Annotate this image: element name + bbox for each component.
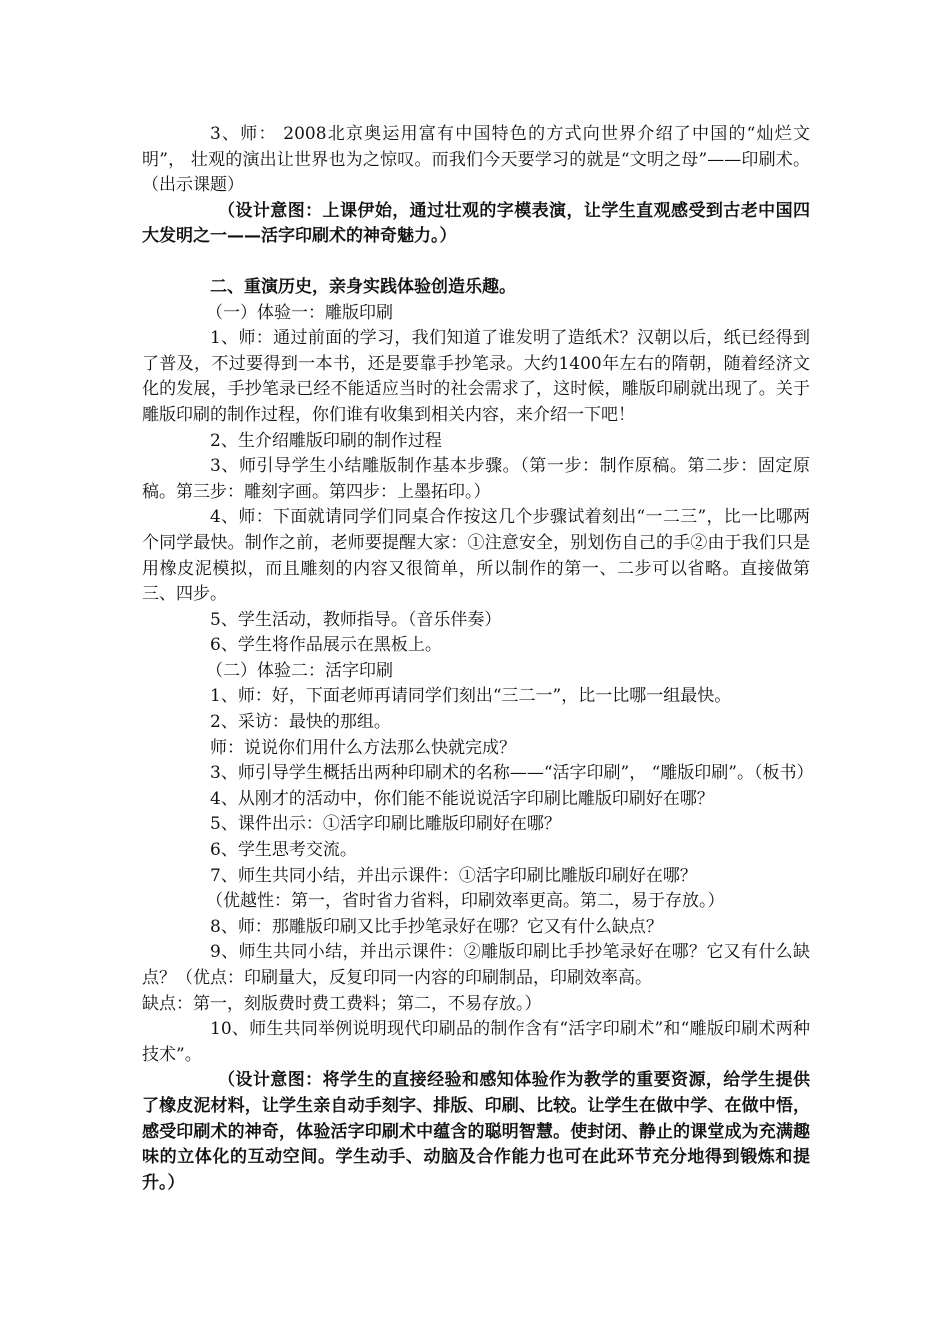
exp2-item-4: 3、师引导学生概括出两种印刷术的名称——“活字印刷”， “雕版印刷”。（板书） <box>210 763 814 784</box>
exp2-item-6: 5、课件出示：①活字印刷比雕版印刷好在哪？ <box>210 814 561 835</box>
document-page <box>142 122 814 1196</box>
intro-paragraph-3: 3、师： 2008北京奥运用富有中国特色的方式向世界介绍了中国的“灿烂文明”， 壮观的演出让世界也为之惊叹。而我们今天要学习的就是“文明之母”——印刷术。（出示课题） <box>142 124 810 196</box>
exp1-item-3: 3、师引导学生小结雕版制作基本步骤。（第一步：制作原稿。第二步：固定原稿。第三步：雕刻字画。第四步：上墨拓印。） <box>142 456 810 502</box>
exp2-item-9: （优越性：第一，省时省力省料，印刷效率更高。第二，易于存放。） <box>206 891 725 912</box>
exp2-item-10: 8、师：那雕版印刷又比手抄笔录好在哪？它又有什么缺点？ <box>210 916 663 937</box>
section-2-heading: 二、重演历史，亲身实践体验创造乐趣。 <box>210 276 516 297</box>
exp2-item-12: 缺点：第一，刻版费时费工费料；第二，不易存放。） <box>142 993 542 1014</box>
exp2-item-11: 9、师生共同小结，并出示课件：②雕版印刷比手抄笔录好在哪？它又有什么缺点？（优点：印刷量大，反复印同一内容的印刷制品，印刷效率高。 <box>142 942 810 988</box>
exp1-item-5: 5、学生活动，教师指导。（音乐伴奏） <box>210 609 502 630</box>
paragraph-gap <box>142 250 810 275</box>
exp2-item-2: 2、采访：最快的那组。 <box>210 712 391 733</box>
experience-2-title: （二）体验二：活字印刷 <box>206 660 393 681</box>
exp1-item-1: 1、师：通过前面的学习，我们知道了谁发明了造纸术？汉朝以后，纸已经得到了普及，不过要得到一本书，还是要靠手抄笔录。大约1400年左右的隋朝，随着经济文化的发展，手抄笔录已经不能适应当时的社会需求了，这时候，雕版印刷就出现了。关于雕版印刷的制作过程，你们谁有收集到相关内容，来介绍一下吧！ <box>142 328 810 425</box>
exp2-item-8: 7、师生共同小结，并出示课件：①活字印刷比雕版印刷好在哪？ <box>210 865 697 886</box>
design-intent-2: （设计意图：将学生的直接经验和感知体验作为教学的重要资源，给学生提供了橡皮泥材料，让学生亲自动手刻字、排版、印刷、比较。让学生在做中学、在做中悟，感受印刷术的神奇，体验活字印刷术中蕴含的聪明智慧。使封闭、静止的课堂成为充满趣味的立体化的互动空间。学生动手、动脑及合作能力也可在此环节充分地得到锻炼和提升。） <box>142 1070 810 1193</box>
exp1-item-2: 2、生介绍雕版印刷的制作过程 <box>210 430 442 451</box>
experience-1-title: （一）体验一：雕版印刷 <box>206 302 393 323</box>
exp2-item-5: 4、从刚才的活动中，你们能不能说说活字印刷比雕版印刷好在哪？ <box>210 788 714 809</box>
exp2-item-13: 10、师生共同举例说明现代印刷品的制作含有“活字印刷术”和“雕版印刷术两种技术”。 <box>142 1019 811 1065</box>
exp1-item-4: 4、师：下面就请同学们同桌合作按这几个步骤试着刻出“一二三”，比一比哪两个同学最快。制作之前，老师要提醒大家：①注意安全，别划伤自己的手②由于我们只是用橡皮泥模拟，而且雕刻的内容又很简单，所以制作的第一、二步可以省略。直接做第三、四步。 <box>142 507 810 605</box>
exp2-item-3: 师：说说你们用什么方法那么快就完成？ <box>210 737 516 758</box>
exp2-item-7: 6、学生思考交流。 <box>210 840 357 861</box>
design-intent-1: （设计意图：上课伊始，通过壮观的字模表演，让学生直观感受到古老中国四大发明之一——活字印刷术的神奇魅力。） <box>142 200 810 247</box>
exp1-item-6: 6、学生将作品展示在黑板上。 <box>210 635 442 656</box>
exp2-item-1: 1、师：好，下面老师再请同学们刻出“三二一”，比一比哪一组最快。 <box>210 686 732 707</box>
